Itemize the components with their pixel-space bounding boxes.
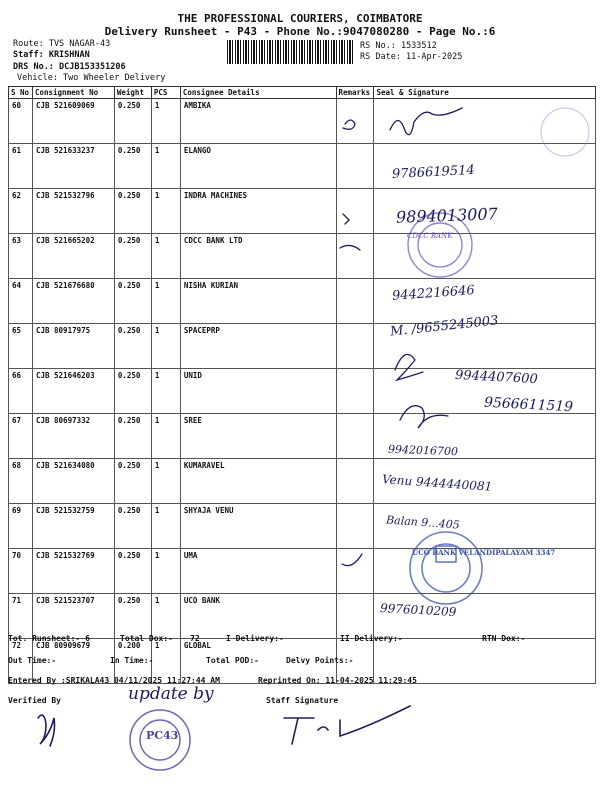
- total-dox-label: Total Dox:-: [120, 634, 173, 643]
- staff-signature: [284, 706, 410, 744]
- remark-tick: [342, 554, 362, 566]
- row-pcs: 1: [151, 279, 180, 324]
- row-consignee: SHYAJA VENU: [180, 504, 336, 549]
- row-sno: 68: [9, 459, 33, 504]
- col-signature: Seal & Signature: [374, 87, 596, 99]
- row-weight: 0.250: [114, 234, 151, 279]
- row-consignment: CJB 80917975: [32, 324, 114, 369]
- delvy-points: Delvy Points:-: [286, 656, 354, 665]
- row-consignee: INDRA MACHINES: [180, 189, 336, 234]
- row-consignment: CJB 521532759: [32, 504, 114, 549]
- row-weight: 0.200: [114, 639, 151, 684]
- signature-phone: 9944407600: [454, 367, 539, 388]
- row-consignment: CJB 521532796: [32, 189, 114, 234]
- row-pcs: 1: [151, 504, 180, 549]
- row-sno: 63: [9, 234, 33, 279]
- uco-seal: [410, 532, 482, 604]
- row-sno: 69: [9, 504, 33, 549]
- signature-phone: Balan 9...405: [385, 513, 461, 532]
- remark-tick: [343, 120, 355, 129]
- barcode: [227, 40, 355, 64]
- rtn-dox: RTN Dox:-: [482, 634, 526, 643]
- signature-phone: 9976010209: [379, 601, 457, 619]
- row-pcs: 1: [151, 144, 180, 189]
- signature-phone: M. /9655245003: [389, 313, 500, 340]
- row-consignee: UNID: [180, 369, 336, 414]
- row-sno: 64: [9, 279, 33, 324]
- signature-phone: 9942016700: [387, 442, 459, 459]
- signature-scribble: [395, 354, 423, 380]
- row-consignment: CJB 521532769: [32, 549, 114, 594]
- row-pcs: 1: [151, 639, 180, 684]
- verifier-signature: [38, 715, 55, 746]
- entered-by: Entered By :SRIKALA43 04/11/2025 11:27:44 AM: [8, 676, 220, 685]
- row-pcs: 1: [151, 369, 180, 414]
- row-pcs: 1: [151, 594, 180, 639]
- uco-seal-text: UCO BANK VELANDIPALAYAM 3347: [412, 548, 556, 557]
- signature-phone: 9786619514: [391, 162, 476, 183]
- row-consignee: SPACEPRP: [180, 324, 336, 369]
- i-delivery: I Delivery:-: [226, 634, 284, 643]
- row-consignee: ELANGO: [180, 144, 336, 189]
- row-consignment: CJB 521523707: [32, 594, 114, 639]
- row-pcs: 1: [151, 459, 180, 504]
- remark-tick: [343, 214, 349, 224]
- row-consignment: CJB 80697332: [32, 414, 114, 459]
- row-pcs: 1: [151, 189, 180, 234]
- row-pcs: 1: [151, 549, 180, 594]
- staff-label: Staff: KRISHNAN: [13, 50, 90, 60]
- row-sno: 62: [9, 189, 33, 234]
- signature-phone: 9894013007: [395, 204, 499, 227]
- row-consignee: GLOBAL: [180, 639, 336, 684]
- row-consignment: CJB 521633237: [32, 144, 114, 189]
- row-pcs: 1: [151, 99, 180, 144]
- row-weight: 0.250: [114, 369, 151, 414]
- remark-tick: [340, 245, 360, 250]
- total-runsheet: Tot. Runsheet:- 6: [8, 634, 90, 643]
- faint-seal: [541, 108, 589, 156]
- row-weight: 0.250: [114, 504, 151, 549]
- row-consignee: SREE: [180, 414, 336, 459]
- row-sno: 71: [9, 594, 33, 639]
- row-weight: 0.250: [114, 594, 151, 639]
- signature-phone: 9566611519: [483, 394, 574, 416]
- drs-number: DRS No.: DCJB153351206: [13, 62, 126, 72]
- row-pcs: 1: [151, 414, 180, 459]
- col-sno: S No: [9, 87, 33, 99]
- signature-phone: Venu 9444440081: [381, 472, 493, 494]
- row-consignee: CDCC BANK LTD: [180, 234, 336, 279]
- row-consignment: CJB 521634080: [32, 459, 114, 504]
- route-label: Route: TVS NAGAR-43: [13, 39, 111, 49]
- row-weight: 0.250: [114, 324, 151, 369]
- col-consignee: Consignee Details: [180, 87, 336, 99]
- vehicle-label: Vehicle: Two Wheeler Delivery: [17, 73, 166, 83]
- row-weight: 0.250: [114, 279, 151, 324]
- row-sno: 60: [9, 99, 33, 144]
- out-time: Out Time:-: [8, 656, 57, 665]
- signature-phone: 9442216646: [391, 283, 476, 304]
- row-consignment: CJB 80909679: [32, 639, 114, 684]
- row-consignee: NISHA KURIAN: [180, 279, 336, 324]
- row-weight: 0.250: [114, 144, 151, 189]
- row-consignee: AMBIKA: [180, 99, 336, 144]
- signature-scribble: [400, 406, 448, 428]
- ii-delivery: II Delivery:-: [340, 634, 403, 643]
- company-title: THE PROFESSIONAL COURIERS, COIMBATORE: [177, 12, 423, 25]
- row-weight: 0.250: [114, 459, 151, 504]
- row-consignment: CJB 521609069: [32, 99, 114, 144]
- row-consignment: CJB 521676680: [32, 279, 114, 324]
- signature-scribble: [390, 108, 462, 135]
- update-note: update by: [128, 684, 214, 704]
- rs-date: RS Date: 11-Apr-2025: [360, 52, 463, 62]
- row-sno: 66: [9, 369, 33, 414]
- row-weight: 0.250: [114, 99, 151, 144]
- row-sno: 61: [9, 144, 33, 189]
- col-remarks: Remarks: [336, 87, 374, 99]
- row-consignee: KUMARAVEL: [180, 459, 336, 504]
- row-weight: 0.250: [114, 549, 151, 594]
- signoff-overlay: [0, 700, 600, 810]
- total-pod: Total POD:-: [206, 656, 259, 665]
- row-consignee: UCO BANK: [180, 594, 336, 639]
- row-consignee: UMA: [180, 549, 336, 594]
- rs-number: RS No.: 1533512: [360, 41, 437, 51]
- total-dox-count: 72: [190, 634, 200, 643]
- staff-signature-label: Staff Signature: [266, 696, 339, 705]
- verified-by: Verified By: [8, 696, 61, 705]
- row-sno: 65: [9, 324, 33, 369]
- row-sno: 67: [9, 414, 33, 459]
- row-pcs: 1: [151, 234, 180, 279]
- row-sno: 70: [9, 549, 33, 594]
- row-sno: 72: [9, 639, 33, 684]
- in-time: In Time:-: [110, 656, 154, 665]
- row-weight: 0.250: [114, 414, 151, 459]
- col-pcs: PCS: [151, 87, 180, 99]
- row-consignment: CJB 521665202: [32, 234, 114, 279]
- row-pcs: 1: [151, 324, 180, 369]
- col-consignment: Consignment No: [32, 87, 114, 99]
- pc43-seal-text: PC43: [146, 729, 179, 742]
- reprinted-on: Reprinted On: 11-04-2025 11:29:45: [258, 676, 417, 685]
- row-consignment: CJB 521646203: [32, 369, 114, 414]
- cdcc-seal-text: CDCC BANK: [407, 232, 453, 240]
- col-weight: Weight: [114, 87, 151, 99]
- row-weight: 0.250: [114, 189, 151, 234]
- runsheet-title: Delivery Runsheet - P43 - Phone No.:9047080280 - Page No.:6: [104, 25, 496, 38]
